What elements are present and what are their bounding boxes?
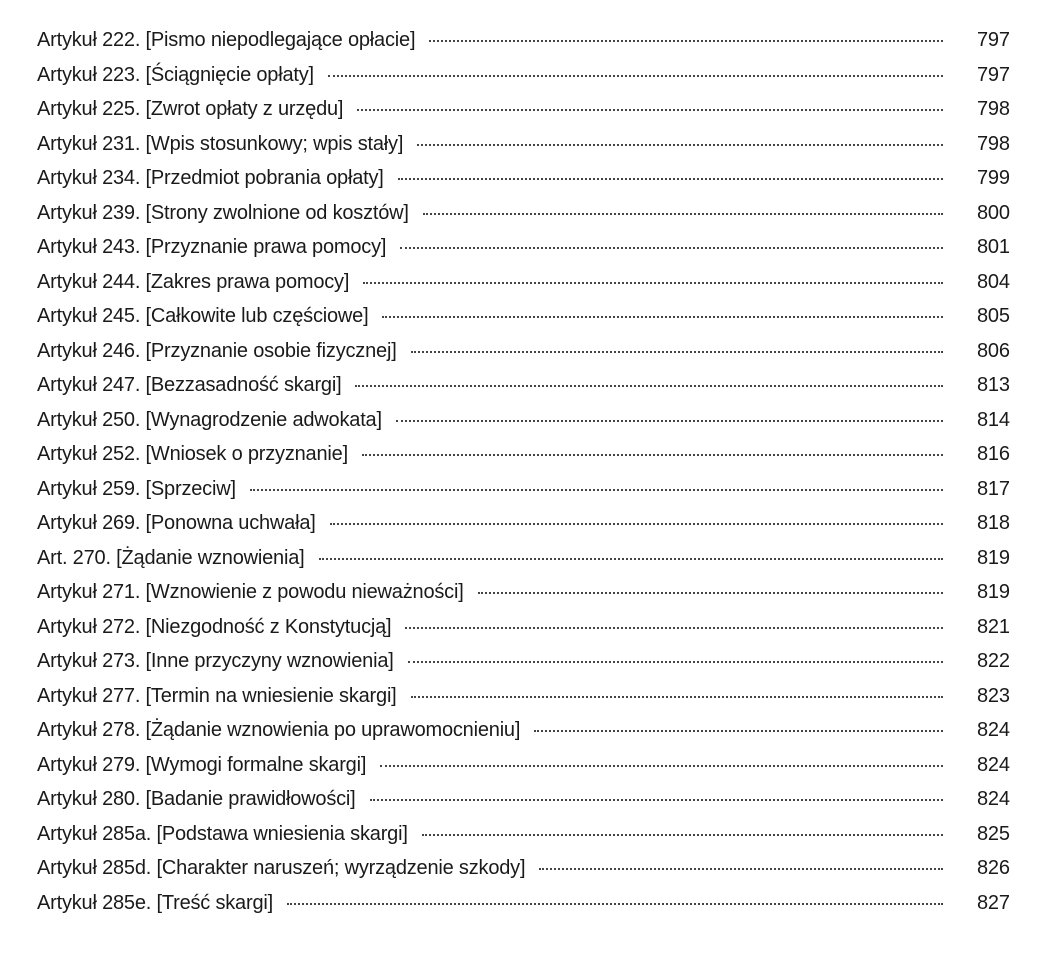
toc-entry-page: 813 [977,374,1010,396]
toc-entry-title: Artykuł 225. [Zwrot opłaty z urzędu] [37,98,344,120]
toc-entry-page: 821 [977,615,1010,638]
toc-entry-title: Artykuł 239. [Strony zwolnione od kosztów] [37,201,409,224]
toc-entry [37,58,1010,93]
toc-entry-title: Artykuł 244. [Zakres prawa pomocy] [37,270,350,293]
toc-entry-page: 819 [977,581,1010,603]
dot-leader [405,627,943,629]
toc-entry-title: Artykuł 285e. [Treść skargi] [37,891,273,914]
dot-leader [417,144,943,146]
toc-entry-page: 824 [977,719,1010,741]
dot-leader [328,75,943,77]
toc-entry [37,334,1010,369]
toc-entry-page: 806 [977,339,1010,362]
toc-entry [37,748,1010,783]
toc-entry-page: 824 [977,753,1010,776]
toc-entry-title: Artykuł 259. [Sprzeciw] [37,477,236,500]
toc-entry-title: Artykuł 280. [Badanie prawidłowości] [37,788,356,810]
toc-entry [37,782,1010,817]
dot-leader [319,558,944,560]
dot-leader [429,40,943,42]
toc-entry [37,403,1010,438]
toc-entry-page: 814 [977,408,1010,431]
toc-entry-title: Artykuł 246. [Przyznanie osobie fizycznej] [37,339,397,362]
toc-entry [37,886,1010,921]
toc-entry [37,851,1010,886]
toc-entry-page: 826 [977,857,1010,879]
dot-leader [400,247,943,249]
dot-leader [422,834,943,836]
dot-leader [363,282,943,284]
toc-entry-page: 824 [977,788,1010,810]
dot-leader [411,351,943,353]
toc-entry [37,575,1010,610]
dot-leader [355,385,943,387]
toc-entry [37,230,1010,265]
toc-entry [37,644,1010,679]
toc-entry [37,817,1010,852]
toc-entry-title: Artykuł 222. [Pismo niepodlegające opłacie] [37,29,416,51]
toc-entry-page: 819 [977,546,1010,569]
toc-entry-page: 800 [977,201,1010,224]
toc-entry-page: 825 [977,822,1010,845]
toc-entry-title: Artykuł 285a. [Podstawa wniesienia skargi] [37,822,408,845]
toc-entry [37,437,1010,472]
toc-entry-page: 798 [977,98,1010,120]
toc-entry [37,610,1010,645]
dot-leader [362,454,943,456]
dot-leader [478,592,943,594]
dot-leader [408,661,943,663]
toc-entry-title: Artykuł 269. [Ponowna uchwała] [37,512,316,534]
toc-entry-page: 818 [977,512,1010,534]
dot-leader [539,868,943,870]
toc-entry-title: Art. 270. [Żądanie wznowienia] [37,546,305,569]
toc-entry-title: Artykuł 252. [Wniosek o przyznanie] [37,443,348,465]
toc-entry [37,127,1010,162]
toc-entry [37,679,1010,714]
toc-entry [37,368,1010,403]
toc-entry [37,23,1010,58]
toc-entry [37,92,1010,127]
dot-leader [287,903,943,905]
toc-entry-title: Artykuł 243. [Przyznanie prawa pomocy] [37,236,387,258]
toc-entry-page: 797 [977,63,1010,86]
toc-entry [37,506,1010,541]
toc-entry-page: 816 [977,443,1010,465]
toc-entry-title: Artykuł 272. [Niezgodność z Konstytucją] [37,615,392,638]
toc-entry [37,299,1010,334]
toc-entry-page: 817 [977,477,1010,500]
dot-leader [411,696,943,698]
toc-entry-page: 822 [977,650,1010,672]
dot-leader [382,316,943,318]
dot-leader [534,730,943,732]
toc-entry [37,713,1010,748]
toc-entry-page: 823 [977,684,1010,707]
dot-leader [380,765,943,767]
toc-entry-title: Artykuł 245. [Całkowite lub częściowe] [37,305,369,327]
toc-entry-page: 798 [977,132,1010,155]
table-of-contents [37,23,1010,920]
toc-entry-title: Artykuł 273. [Inne przyczyny wznowienia] [37,650,394,672]
dot-leader [357,109,943,111]
toc-entry-page: 797 [977,29,1010,51]
toc-entry [37,161,1010,196]
toc-entry [37,472,1010,507]
toc-entry-page: 799 [977,167,1010,189]
toc-entry-page: 827 [977,891,1010,914]
toc-entry [37,541,1010,576]
toc-entry-title: Artykuł 223. [Ściągnięcie opłaty] [37,63,314,86]
toc-entry [37,196,1010,231]
toc-entry-title: Artykuł 247. [Bezzasadność skargi] [37,374,342,396]
toc-entry-title: Artykuł 250. [Wynagrodzenie adwokata] [37,408,382,431]
toc-entry-title: Artykuł 231. [Wpis stosunkowy; wpis stały] [37,132,404,155]
toc-entry-title: Artykuł 278. [Żądanie wznowienia po uprawomocnieniu] [37,719,521,741]
toc-entry-page: 805 [977,305,1010,327]
dot-leader [330,523,943,525]
toc-entry-title: Artykuł 279. [Wymogi formalne skargi] [37,753,367,776]
toc-entry [37,265,1010,300]
dot-leader [398,178,943,180]
dot-leader [396,420,943,422]
toc-entry-title: Artykuł 277. [Termin na wniesienie skargi] [37,684,397,707]
toc-entry-title: Artykuł 234. [Przedmiot pobrania opłaty] [37,167,384,189]
toc-entry-page: 801 [977,236,1010,258]
dot-leader [423,213,943,215]
toc-entry-title: Artykuł 271. [Wznowienie z powodu nieważności] [37,581,464,603]
toc-entry-title: Artykuł 285d. [Charakter naruszeń; wyrządzenie szkody] [37,857,526,879]
dot-leader [370,799,943,801]
toc-entry-page: 804 [977,270,1010,293]
dot-leader [250,489,943,491]
